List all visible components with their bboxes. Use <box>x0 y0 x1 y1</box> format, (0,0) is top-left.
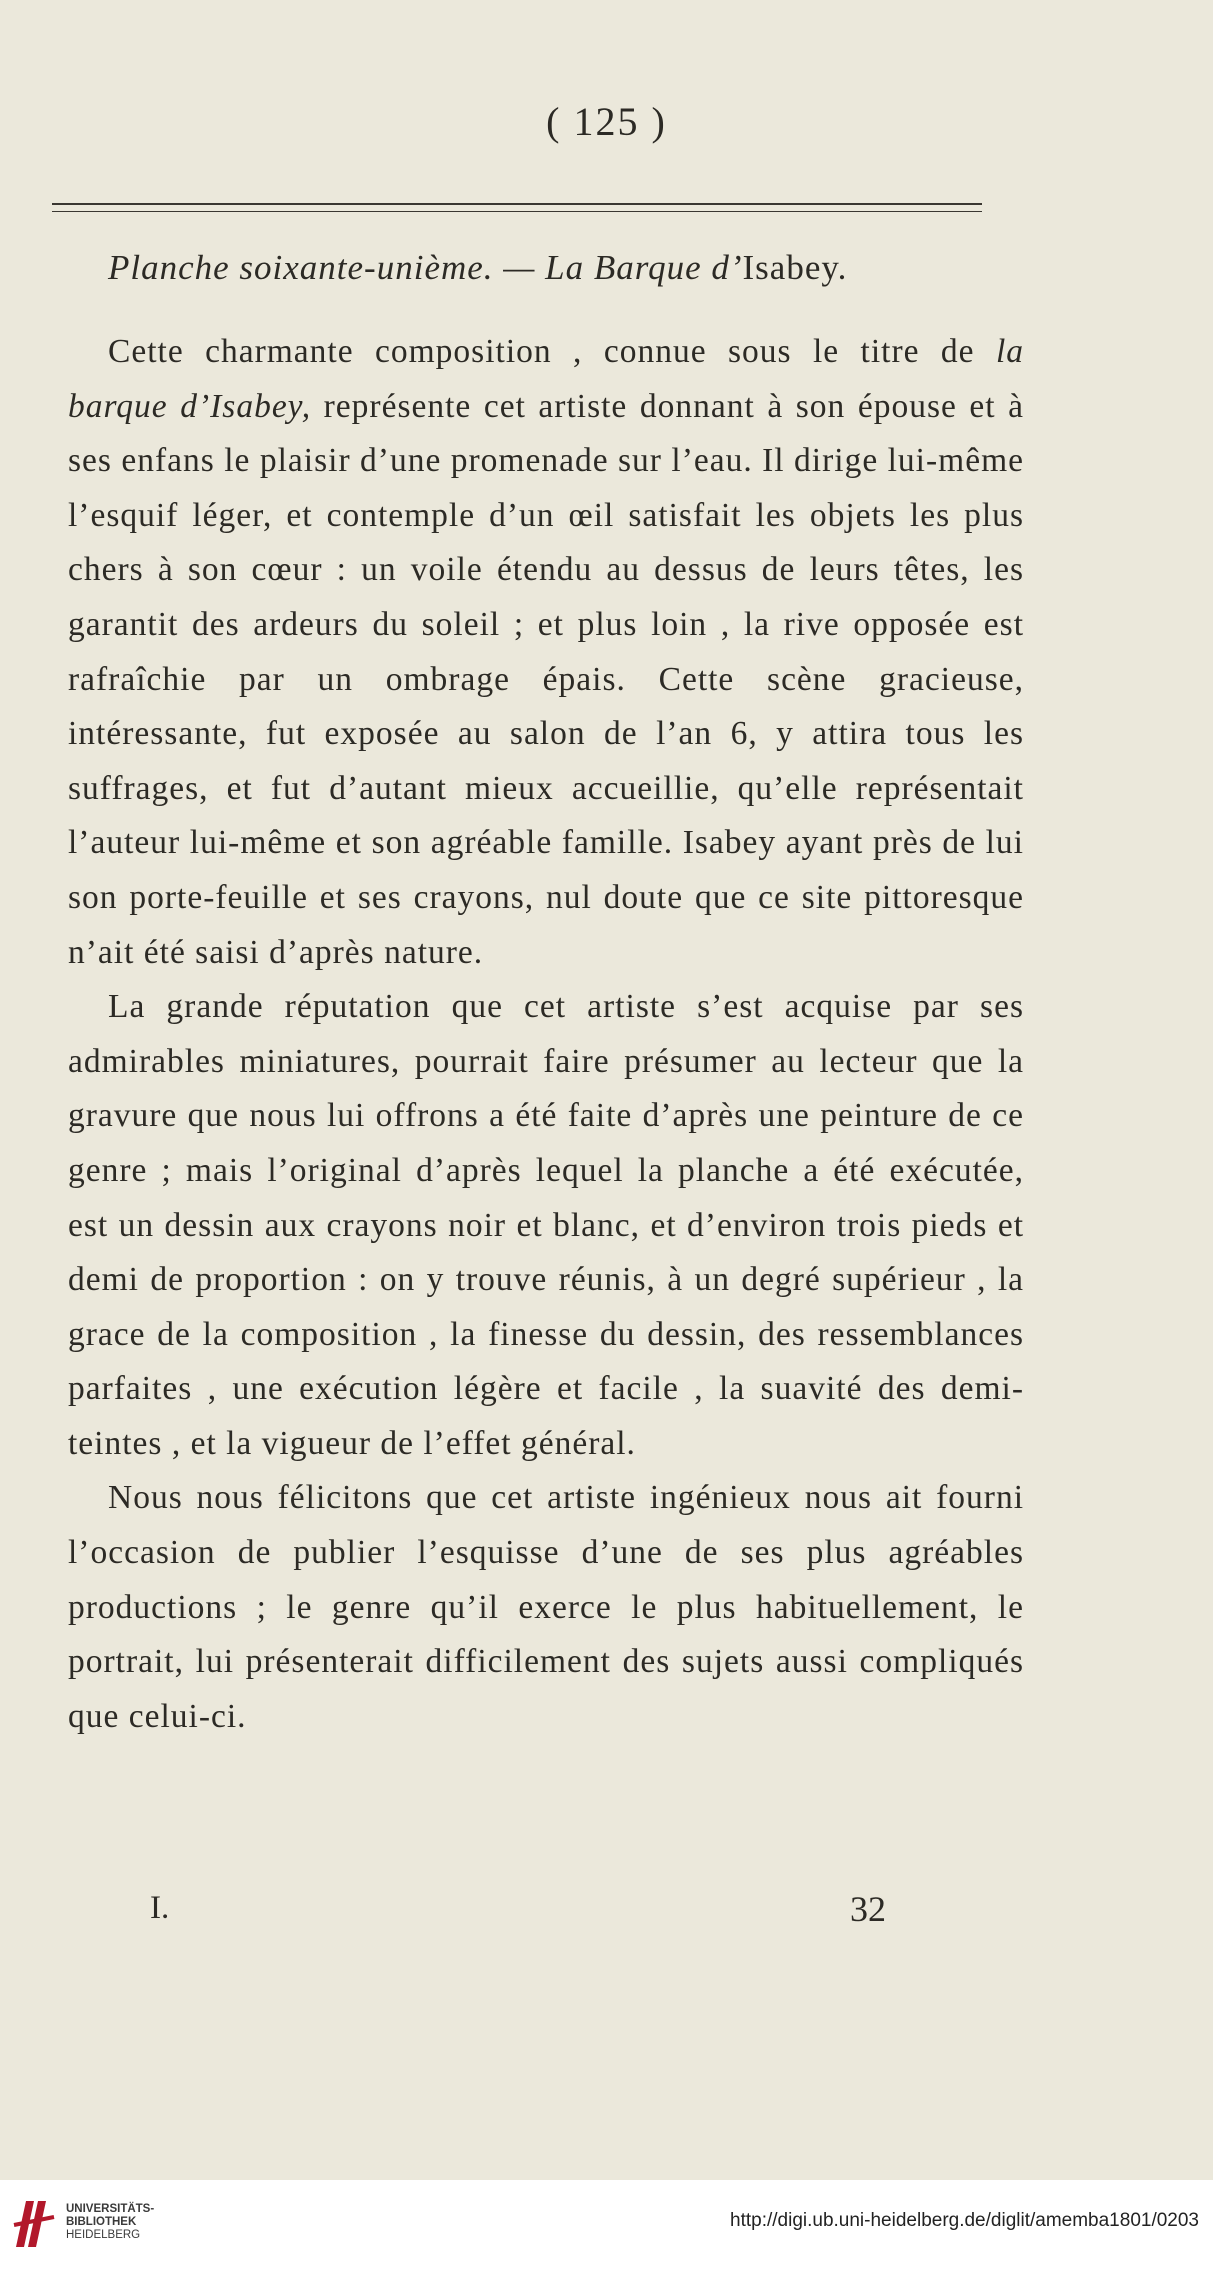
plate-title <box>108 248 1008 288</box>
paragraph-1-lead: Cette charmante composition , connue sous le titre de <box>108 333 996 370</box>
paragraph-1-rest: représente cet artiste donnant à son épouse et à ses enfans le plaisir d’une promenade sur l’eau. Il dirige lui-même l’esquif léger, et contemple d’un œil satisfait les objets les plus chers à son cœur : un voile étendu au dessus de leurs têtes, les garantit des ardeurs du soleil ; et plus loin , la rive opposée est rafraîchie par un ombrage épais. Cette scène gracieuse, intéressante, fut exposée au salon de l’an 6, y attira tous les suffrages, et fut d’autant mieux accueillie, qu’elle représentait l’auteur lui-même et son agréable famille. Isabey ayant près de lui son porte-feuille et ses crayons, nul doute que ce site pittoresque n’ait été saisi d’après nature. <box>68 387 1025 971</box>
signature-mark-left: I. <box>150 1890 170 1926</box>
signature-mark-right: 32 <box>850 1889 886 1929</box>
paragraph-1-italic-title: la barque d’Isabey, <box>68 333 1024 425</box>
paragraph-3: Nous nous félicitons que cet artiste ingénieux nous ait fourni l’occasion de publier l’esquisse d’une de ses plus agréables productions ; le genre qu’il exerce le plus habituellement, le portrait, lui présenterait difficilement des sujets aussi compliqués que celui-ci. <box>68 1479 1024 1735</box>
university-library-logo-icon <box>12 2195 56 2251</box>
paragraph-2: La grande réputation que cet artiste s’est acquise par ses admirables miniatures, pourrait faire présumer au lecteur que la gravure que nous lui offrons a été faite d’après une peinture de ce genre ; mais l’original d’après lequel la planche a été exécutée, est un dessin aux crayons noir et blanc, et d’environ trois pieds et demi de proportion : on y trouve réunis, à un degré supérieur , la grace de la composition , la finesse du dessin, des ressemblances parfaites , une exécution légère et facile , la suavité des demi-teintes , et la vigueur de l’effet général. <box>68 988 1024 1462</box>
library-name-line1: UNIVERSITÄTS- <box>66 2203 155 2215</box>
library-name-line3: HEIDELBERG <box>66 2229 141 2241</box>
plate-title-name: Isabey. <box>742 248 848 287</box>
paragraph-1 <box>68 325 1024 980</box>
source-url-link[interactable]: http://digi.ub.uni-heidelberg.de/diglit/amemba1801/0203 <box>730 2210 1199 2231</box>
plate-title-italic: Planche soixante-unième. — La Barque d’ <box>108 248 743 287</box>
header-rule-thick <box>52 203 982 205</box>
library-name <box>66 2203 154 2242</box>
page-number-header: ( 125 ) <box>546 99 667 144</box>
body-text <box>68 325 1024 1744</box>
library-name-line2: BIBLIOTHEK <box>66 2216 137 2228</box>
header-rule-thin <box>52 211 982 212</box>
